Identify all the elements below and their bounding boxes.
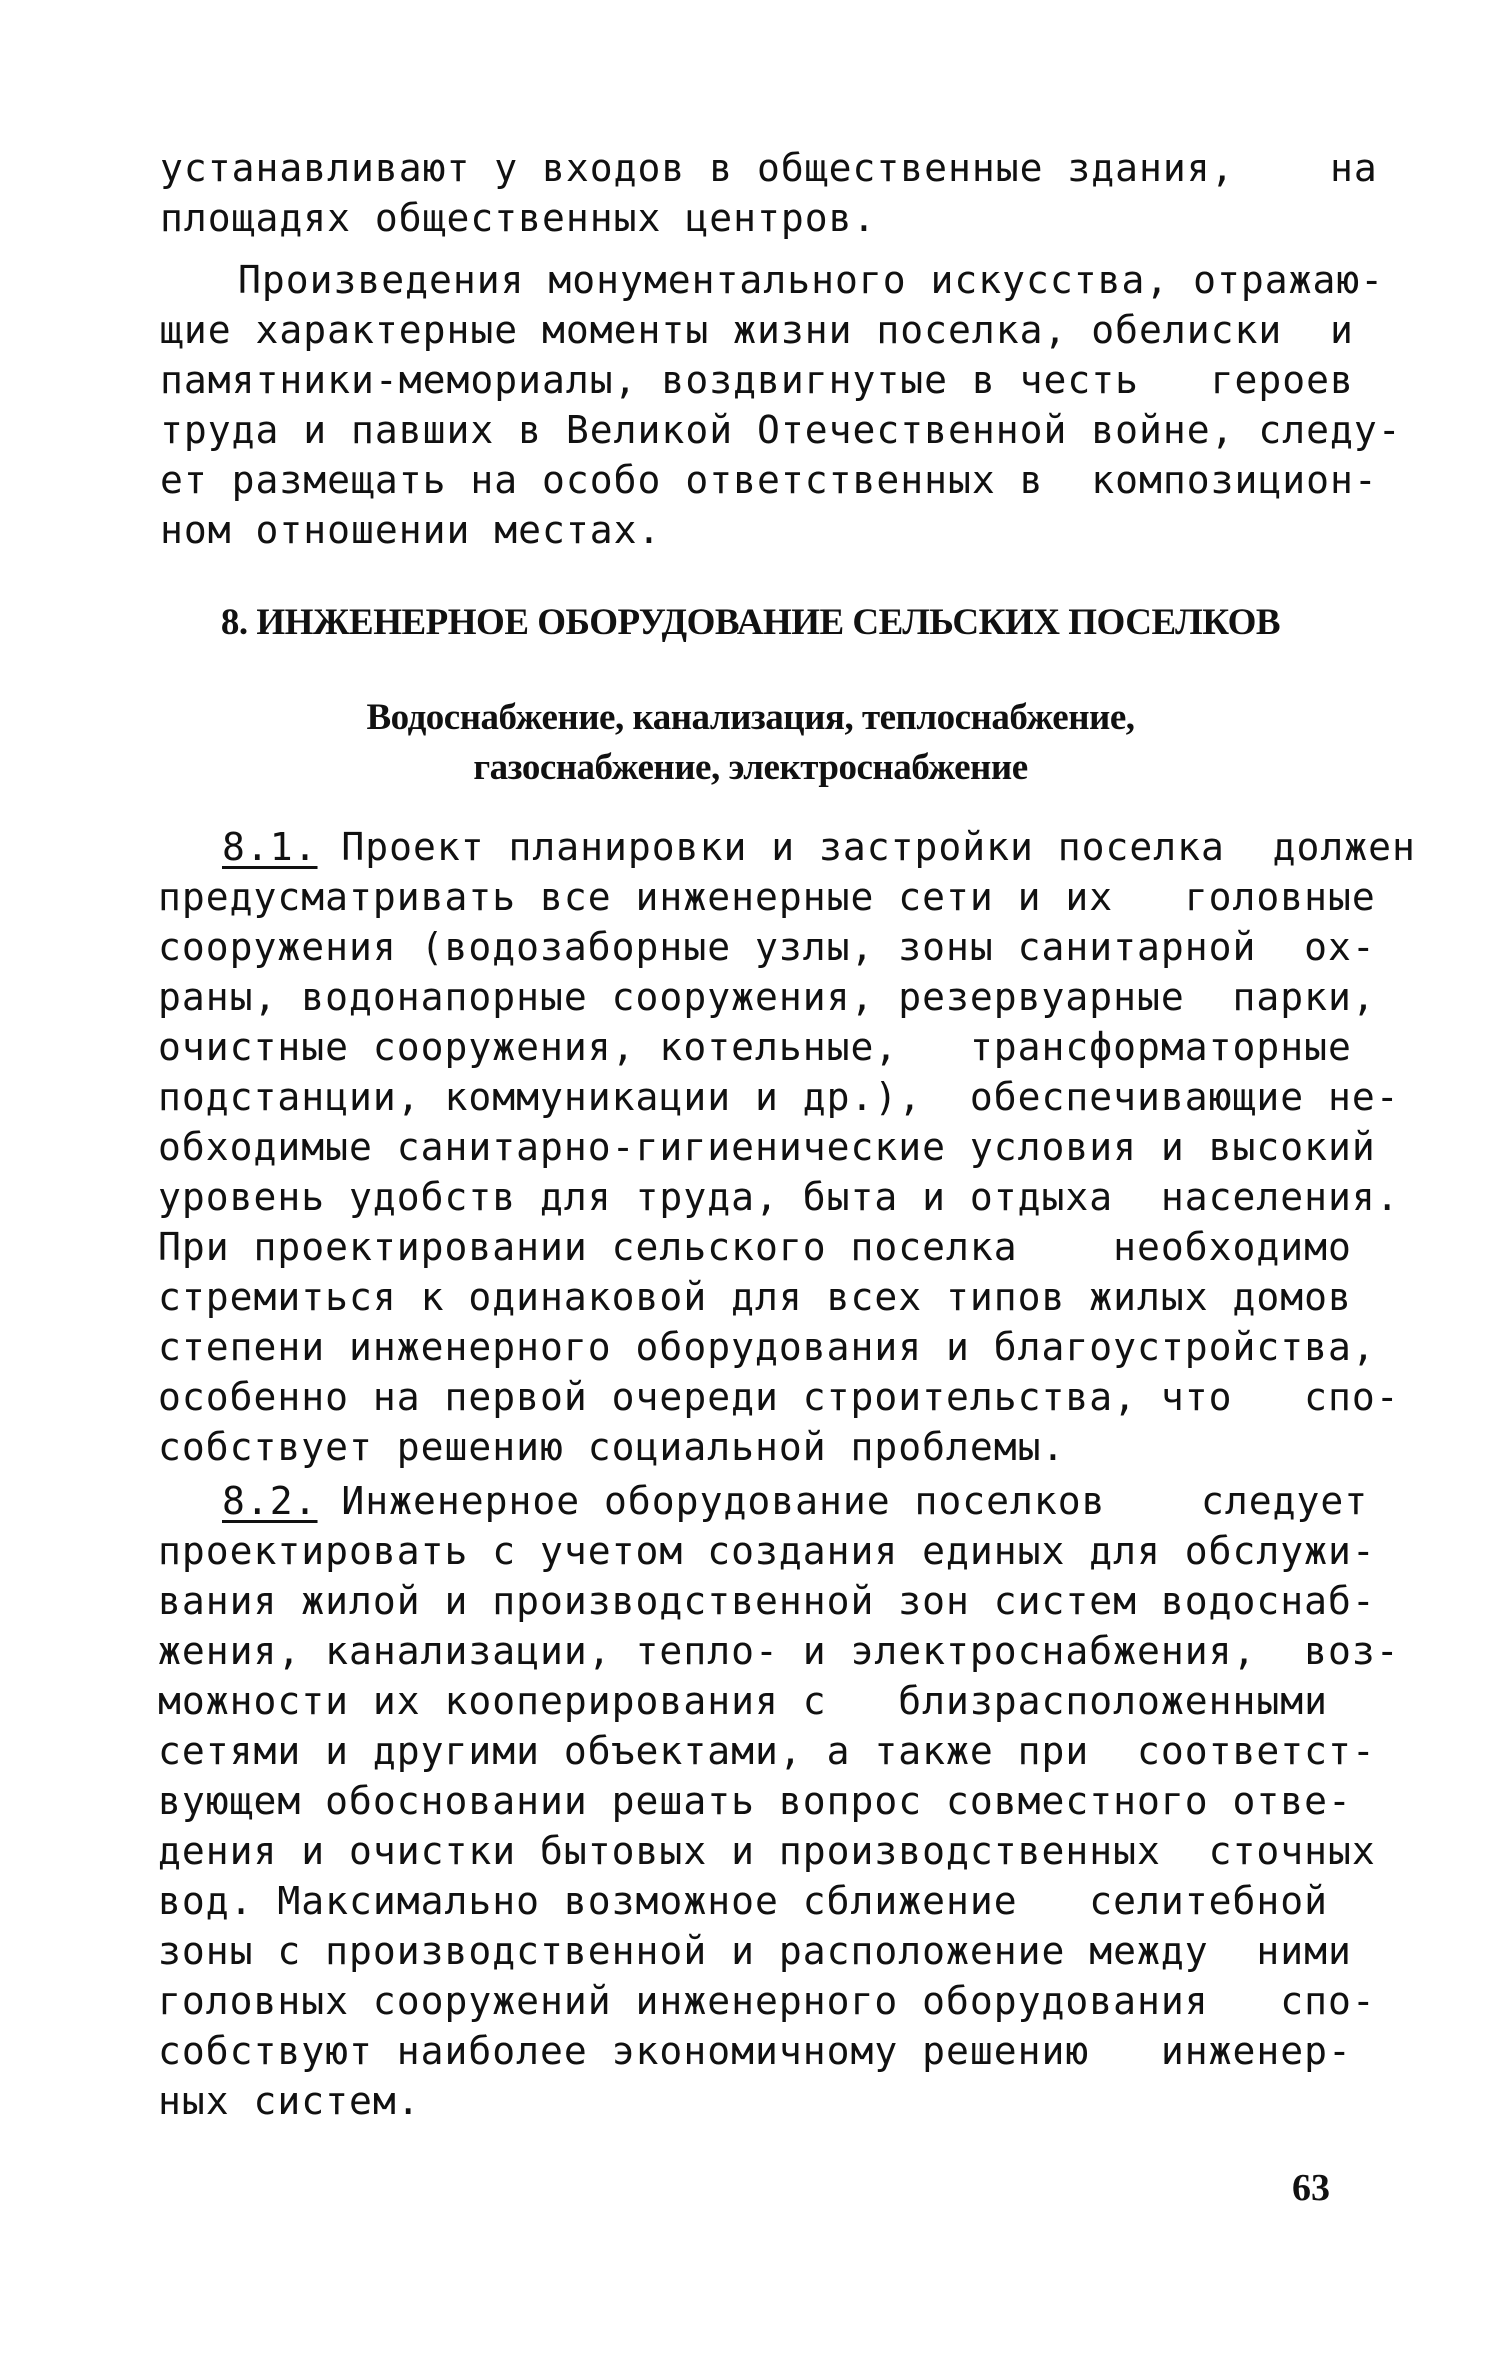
clause-8-2-first-line bbox=[222, 1476, 1368, 1526]
section-title: 8. ИНЖЕНЕРНОЕ ОБОРУДОВАНИЕ СЕЛЬСКИХ ПОСЕЛКОВ bbox=[220, 602, 1281, 643]
text-line: дения и очистки бытовых и производственных сточных bbox=[158, 1829, 1376, 1873]
text-span: Проект планировки и застройки поселка должен bbox=[317, 825, 1416, 869]
text-line: можности их кооперирования с близрасположенными bbox=[158, 1679, 1329, 1723]
subsection-title: газоснабжение, электроснабжение bbox=[473, 747, 1028, 788]
text-line: сетями и другими объектами, а также при соответст- bbox=[158, 1729, 1376, 1773]
text-line: вод. Максимально возможное сближение селитебной bbox=[158, 1879, 1329, 1923]
clause-number: 8.1. bbox=[222, 825, 318, 869]
text-line: ет размещать на особо ответственных в композицион- bbox=[160, 458, 1378, 502]
text-line: очистные сооружения, котельные, трансформаторные bbox=[158, 1025, 1352, 1069]
text-line: обходимые санитарно-гигиенические условия и высокий bbox=[158, 1125, 1376, 1169]
text-span: Инженерное оборудование поселков следует bbox=[317, 1479, 1369, 1523]
text-line: памятники-мемориалы, воздвигнутые в честь героев bbox=[160, 358, 1354, 402]
text-line: зоны с производственной и расположение между ними bbox=[158, 1929, 1352, 1973]
subsection-title: Водоснабжение, канализация, теплоснабжение, bbox=[366, 697, 1135, 738]
text-line: жения, канализации, тепло- и электроснабжения, воз- bbox=[158, 1629, 1400, 1673]
text-line: площадях общественных центров. bbox=[160, 196, 877, 240]
text-line: головных сооружений инженерного оборудования спо- bbox=[158, 1979, 1376, 2023]
text-line: предусматривать все инженерные сети и их головные bbox=[158, 875, 1376, 919]
text-line: вующем обосновании решать вопрос совместного отве- bbox=[158, 1779, 1352, 1823]
text-line: вания жилой и производственной зон систем водоснаб- bbox=[158, 1579, 1376, 1623]
text-line: щие характерные моменты жизни поселка, обелиски и bbox=[160, 308, 1354, 352]
text-line: ном отношении местах. bbox=[160, 508, 662, 552]
text-line: раны, водонапорные сооружения, резервуарные парки, bbox=[158, 975, 1376, 1019]
text-line: собствуют наиболее экономичному решению инженер- bbox=[158, 2029, 1352, 2073]
text-line: сооружения (водозаборные узлы, зоны санитарной ох- bbox=[158, 925, 1376, 969]
text-line: подстанции, коммуникации и др.), обеспечивающие не- bbox=[158, 1075, 1400, 1119]
text-line: степени инженерного оборудования и благоустройства, bbox=[158, 1325, 1376, 1369]
text-line: Произведения монументального искусства, отражаю- bbox=[238, 258, 1385, 302]
page-number: 63 bbox=[1292, 2167, 1330, 2209]
text-line: уровень удобств для труда, быта и отдыха населения. bbox=[158, 1175, 1400, 1219]
text-line: ных систем. bbox=[158, 2079, 421, 2123]
text-line: проектировать с учетом создания единых для обслужи- bbox=[158, 1529, 1376, 1573]
text-line: особенно на первой очереди строительства, что спо- bbox=[158, 1375, 1400, 1419]
text-line: устанавливают у входов в общественные здания, на bbox=[160, 146, 1378, 190]
text-line: стремиться к одинаковой для всех типов жилых домов bbox=[158, 1275, 1352, 1319]
clause-8-1-first-line bbox=[222, 822, 1416, 872]
clause-number: 8.2. bbox=[222, 1479, 318, 1523]
text-line: труда и павших в Великой Отечественной войне, следу- bbox=[160, 408, 1402, 452]
text-line: При проектировании сельского поселка необходимо bbox=[158, 1225, 1352, 1269]
text-line: собствует решению социальной проблемы. bbox=[158, 1425, 1066, 1469]
